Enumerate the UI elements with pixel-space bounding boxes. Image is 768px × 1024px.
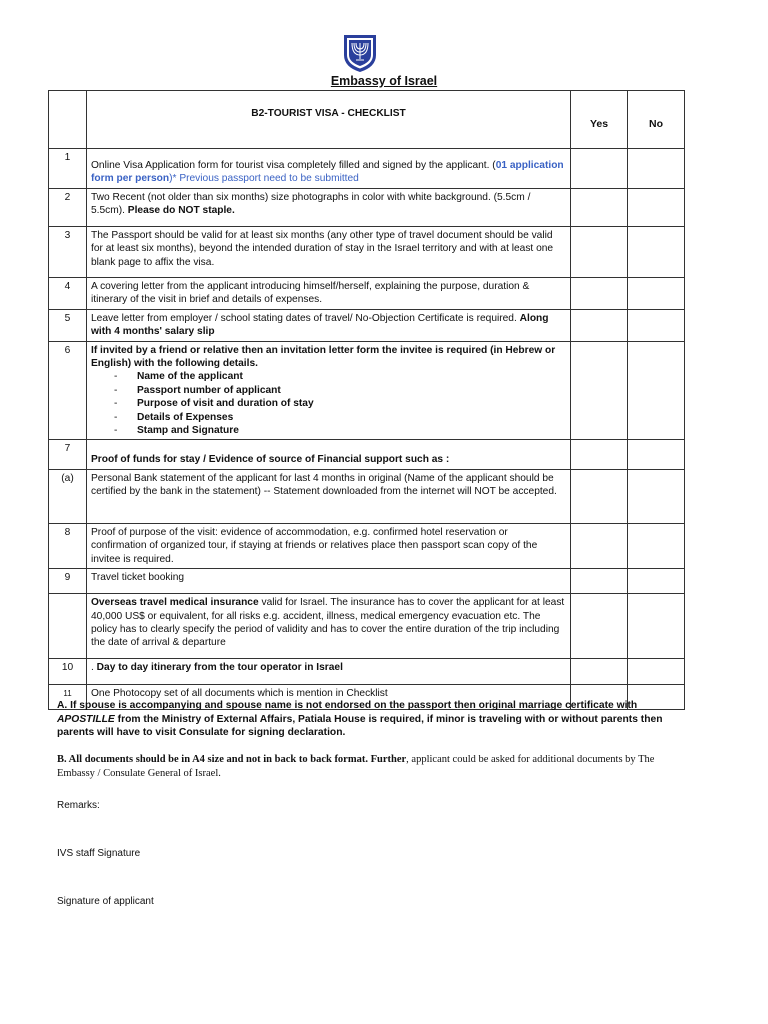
row-bold-text: Overseas travel medical insurance xyxy=(91,597,259,609)
row-description: The Passport should be valid for at least six months (any other type of travel document should be valid for at least six months), beyond the intended duration of stay in the Israel territory and with at least one blank page to affix the visa. xyxy=(87,226,571,277)
yes-checkbox-cell[interactable] xyxy=(571,440,628,469)
no-checkbox-cell[interactable] xyxy=(628,440,685,469)
row-number: 10 xyxy=(49,659,87,685)
row-text: Two Recent (not older than six months) size photographs in color with white background. (5.5cm / 5.5cm). xyxy=(91,191,531,217)
row-blue-rest: )* Previous passport need to be submitted xyxy=(169,173,359,185)
row-number: 3 xyxy=(49,226,87,277)
note-b-text: , applicant could be asked for additional documents by The Embassy / Consulate General of Israel. xyxy=(57,754,655,779)
no-checkbox-cell[interactable] xyxy=(628,469,685,523)
row-number: (a) xyxy=(49,469,87,523)
no-checkbox-cell[interactable] xyxy=(628,309,685,341)
row-bold-text: Please do NOT staple. xyxy=(127,205,235,217)
header-title-cell xyxy=(87,91,571,149)
table-row xyxy=(49,188,685,226)
invitation-details-list xyxy=(91,370,566,437)
no-checkbox-cell[interactable] xyxy=(628,523,685,568)
list-item: - Purpose of visit and duration of stay xyxy=(114,398,314,410)
note-a-text: A. If spouse is accompanying and spouse name is not endorsed on the passport then original marriage certificate with xyxy=(57,700,638,711)
no-checkbox-cell[interactable] xyxy=(628,569,685,594)
row-number: 11 xyxy=(49,685,87,710)
list-item: - Passport number of applicant xyxy=(114,384,281,396)
table-row xyxy=(49,594,685,659)
header-num-cell xyxy=(49,91,87,149)
yes-checkbox-cell[interactable] xyxy=(571,659,628,685)
no-column-header: No xyxy=(649,118,663,130)
row-bold-text: If invited by a friend or relative then an invitation letter form the invitee is required (in Hebrew or English) with the following details. xyxy=(91,344,556,370)
table-row xyxy=(49,309,685,341)
row-number xyxy=(49,594,87,659)
row-number: 9 xyxy=(49,569,87,594)
row-text: valid for Israel. The insurance has to cover the applicant for at least 40,000 US$ or equivalent, for all risks e.g. accident, illness, medical emergency evacuation etc. The policy has to clearly specify the period of validity and has to cover the entire duration of the trip including the date of arrival & departure xyxy=(91,597,565,649)
row-description xyxy=(87,659,571,685)
row-text: Online Visa Application form for tourist visa completely filled and signed by the applicant. ( xyxy=(91,160,496,171)
table-row xyxy=(49,569,685,594)
row-blue-bold: 01 application form per person xyxy=(91,160,564,185)
row-description: Personal Bank statement of the applicant for last 4 months in original (Name of the applicant should be certified by the bank in the statement) -- Statement downloaded from the internet will NOT be accepted. xyxy=(87,469,571,523)
row-description xyxy=(87,440,571,469)
table-header-row xyxy=(49,91,685,149)
table-row xyxy=(49,277,685,309)
yes-checkbox-cell[interactable] xyxy=(571,149,628,189)
applicant-signature-label: Signature of applicant xyxy=(57,896,154,907)
yes-checkbox-cell[interactable] xyxy=(571,277,628,309)
table-row xyxy=(49,469,685,523)
menorah-emblem-icon xyxy=(342,33,378,73)
row-description xyxy=(87,188,571,226)
yes-checkbox-cell[interactable] xyxy=(571,469,628,523)
note-a-apostille: APOSTILLE xyxy=(57,713,115,725)
staff-signature-label: IVS staff Signature xyxy=(57,848,141,859)
yes-checkbox-cell[interactable] xyxy=(571,523,628,568)
row-number: 2 xyxy=(49,188,87,226)
no-checkbox-cell[interactable] xyxy=(628,149,685,189)
row-number: 6 xyxy=(49,341,87,440)
no-checkbox-cell[interactable] xyxy=(628,188,685,226)
row-bold-text: Along with 4 months' salary slip xyxy=(91,312,549,338)
row-description: Travel ticket booking xyxy=(87,569,571,594)
no-checkbox-cell[interactable] xyxy=(628,341,685,440)
yes-checkbox-cell[interactable] xyxy=(571,226,628,277)
remarks-label: Remarks: xyxy=(57,800,100,811)
note-b-bold: B. All documents should be in A4 size and not in back to back format. Further xyxy=(57,754,407,765)
table-row xyxy=(49,341,685,440)
row-number: 8 xyxy=(49,523,87,568)
table-row xyxy=(49,226,685,277)
yes-column-header: Yes xyxy=(589,118,609,130)
row-description xyxy=(87,341,571,440)
note-a xyxy=(57,699,697,740)
row-description xyxy=(87,594,571,659)
row-text: . xyxy=(91,662,97,674)
yes-checkbox-cell[interactable] xyxy=(571,309,628,341)
yes-checkbox-cell[interactable] xyxy=(571,341,628,440)
list-item: - Stamp and Signature xyxy=(114,425,239,437)
list-item: - Details of Expenses xyxy=(114,411,234,423)
no-checkbox-cell[interactable] xyxy=(628,659,685,685)
row-number: 5 xyxy=(49,309,87,341)
no-checkbox-cell[interactable] xyxy=(628,594,685,659)
table-row xyxy=(49,659,685,685)
embassy-title: Embassy of Israel xyxy=(330,74,438,88)
no-checkbox-cell[interactable] xyxy=(628,277,685,309)
note-a-text-rest: from the Ministry of External Affairs, Patiala House is required, if minor is traveling with or without parents then parents will have to visit Consulate for signing declaration. xyxy=(57,713,663,739)
checklist-table xyxy=(48,90,685,710)
yes-checkbox-cell[interactable] xyxy=(571,188,628,226)
table-row xyxy=(49,523,685,568)
row-description: Proof of purpose of the visit: evidence of accommodation, e.g. confirmed hotel reservation or confirmation of organized tour, if staying at friends or relatives place then passport scan copy of the invitee is required. xyxy=(87,523,571,568)
row-text: Leave letter from employer / school stating dates of travel/ No-Objection Certificate is required. xyxy=(91,312,520,324)
header-no-cell xyxy=(628,91,685,149)
row-description: A covering letter from the applicant introducing himself/herself, explaining the purpose, duration & itinerary of the visit in brief and details of expenses. xyxy=(87,277,571,309)
table-row xyxy=(49,440,685,469)
row-bold-text: Proof of funds for stay / Evidence of source of Financial support such as : xyxy=(91,454,450,466)
yes-checkbox-cell[interactable] xyxy=(571,569,628,594)
checklist-title: B2-TOURIST VISA - CHECKLIST xyxy=(251,108,406,119)
table-row xyxy=(49,149,685,189)
row-description xyxy=(87,309,571,341)
row-number: 4 xyxy=(49,277,87,309)
row-bold-text: Day to day itinerary from the tour operator in Israel xyxy=(96,662,343,674)
header-yes-cell xyxy=(571,91,628,149)
row-description: One Photocopy set of all documents which is mention in Checklist xyxy=(87,685,571,710)
note-b xyxy=(57,753,677,781)
list-item: - Name of the applicant xyxy=(114,371,243,383)
yes-checkbox-cell[interactable] xyxy=(571,594,628,659)
row-number: 7 xyxy=(49,440,87,469)
row-description xyxy=(87,149,571,189)
row-number: 1 xyxy=(49,149,87,189)
no-checkbox-cell[interactable] xyxy=(628,226,685,277)
